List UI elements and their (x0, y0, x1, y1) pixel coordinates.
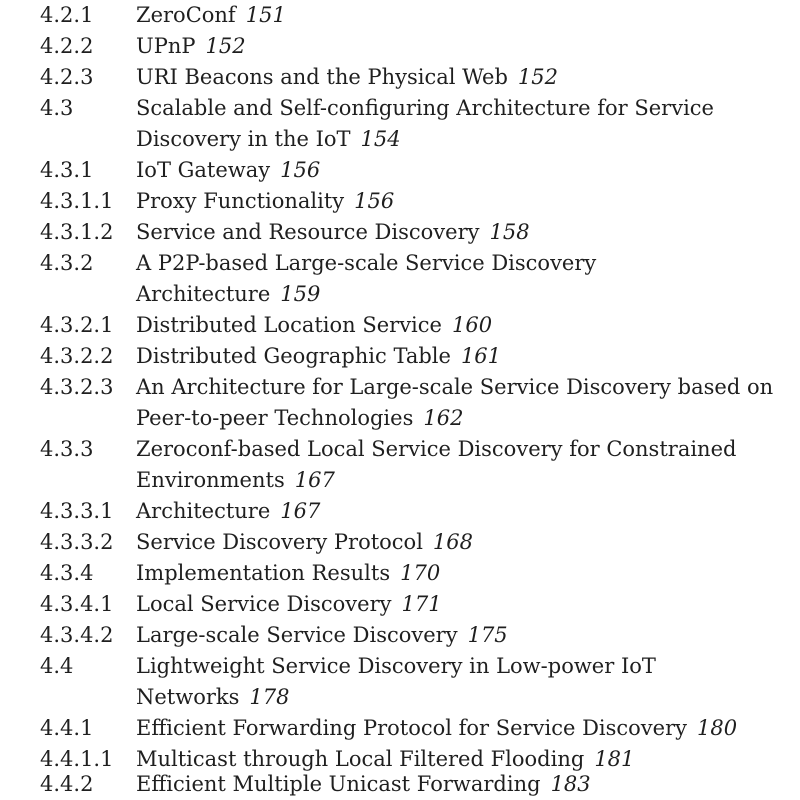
page-number: 178 (249, 685, 290, 709)
toc-entry (0, 217, 800, 248)
toc-entry-continuation (0, 465, 800, 496)
section-title-line (136, 769, 591, 800)
section-title: Architecture (136, 499, 271, 523)
section-title: IoT Gateway (136, 158, 271, 182)
section-title-line (136, 310, 492, 341)
section-title: Implementation Results (136, 561, 391, 585)
page-number: 167 (280, 499, 321, 523)
section-title: Service Discovery Protocol (136, 530, 423, 554)
page-number: 151 (245, 3, 286, 27)
section-title: Scalable and Self-configuring Architecture for Service (136, 96, 714, 120)
section-title-line (136, 93, 714, 124)
section-title-line (136, 62, 558, 93)
section-number: 4.3.1 (40, 158, 94, 182)
section-title-line (136, 527, 473, 558)
section-number: 4.2.1 (40, 3, 94, 27)
section-title: ZeroConf (136, 3, 236, 27)
page-number: 154 (360, 127, 401, 151)
page-number: 158 (489, 220, 530, 244)
section-number: 4.3.4.2 (40, 623, 114, 647)
section-number: 4.3.3 (40, 437, 94, 461)
toc-entry (0, 713, 800, 744)
section-title: Lightweight Service Discovery in Low-power IoT (136, 654, 656, 678)
toc-entry (0, 527, 800, 558)
section-title: Peer-to-peer Technologies (136, 406, 414, 430)
toc-entry (0, 248, 800, 279)
section-title: Multicast through Local Filtered Flooding (136, 747, 585, 771)
toc-entry-continuation (0, 124, 800, 155)
section-title-line (136, 279, 320, 310)
toc-entry (0, 0, 800, 31)
section-title: A P2P-based Large-scale Service Discovery (136, 251, 597, 275)
section-title-line (136, 434, 736, 465)
section-title-line (136, 465, 335, 496)
section-title-line (136, 341, 501, 372)
section-title-line (136, 186, 394, 217)
section-title-line (136, 682, 290, 713)
page-number: 160 (451, 313, 493, 337)
section-number: 4.3.1.2 (40, 220, 114, 244)
page-number: 170 (400, 561, 441, 585)
section-title: Distributed Location Service (136, 313, 442, 337)
toc-entry (0, 93, 800, 124)
section-title: Large-scale Service Discovery (136, 623, 458, 647)
section-title: UPnP (136, 34, 196, 58)
section-number: 4.3.3.1 (40, 499, 114, 523)
section-title-line (136, 124, 401, 155)
section-number: 4.3 (40, 96, 74, 120)
page-number: 168 (432, 530, 474, 554)
section-title: Zeroconf-based Local Service Discovery for Constrained (136, 437, 737, 461)
page-number: 156 (280, 158, 321, 182)
toc-entry (0, 62, 800, 93)
section-title: An Architecture for Large-scale Service Discovery based on (136, 375, 774, 399)
section-title-line (136, 558, 440, 589)
section-title: Architecture (136, 282, 271, 306)
section-title-line (136, 403, 463, 434)
toc-entry-continuation (0, 279, 800, 310)
section-number: 4.4.1 (40, 716, 94, 740)
section-title: Distributed Geographic Table (136, 344, 451, 368)
section-title: URI Beacons and the Physical Web (136, 65, 508, 89)
section-title: Efficient Multiple Unicast Forwarding (136, 772, 541, 796)
section-number: 4.4 (40, 654, 74, 678)
toc-entry (0, 558, 800, 589)
section-title-line (136, 589, 442, 620)
toc-entry (0, 589, 800, 620)
toc-entry (0, 620, 800, 651)
section-title: Local Service Discovery (136, 592, 392, 616)
section-title-line (136, 31, 246, 62)
page-number: 156 (354, 189, 395, 213)
section-title-line (136, 155, 320, 186)
section-title: Efficient Forwarding Protocol for Service Discovery (136, 716, 687, 740)
toc-entry (0, 341, 800, 372)
toc-entry-continuation (0, 682, 800, 713)
page-number: 181 (594, 747, 635, 771)
page-number: 161 (460, 344, 502, 368)
section-title-line (136, 248, 596, 279)
toc-entry (0, 186, 800, 217)
section-title: Discovery in the IoT (136, 127, 351, 151)
section-number: 4.3.4.1 (40, 592, 114, 616)
toc-entry (0, 155, 800, 186)
page-number: 152 (517, 65, 558, 89)
section-number: 4.4.1.1 (40, 747, 114, 771)
section-title-line (136, 620, 508, 651)
section-number: 4.3.2 (40, 251, 94, 275)
section-title: Networks (136, 685, 240, 709)
section-number: 4.3.1.1 (40, 189, 114, 213)
page-number: 183 (550, 772, 591, 796)
toc-entry (0, 310, 800, 341)
toc-entry (0, 31, 800, 62)
page-number: 180 (697, 716, 738, 740)
section-number: 4.4.2 (40, 772, 94, 796)
page-number: 167 (294, 468, 335, 492)
toc-entry-continuation (0, 403, 800, 434)
section-title-line (136, 372, 773, 403)
section-number: 4.2.2 (40, 34, 94, 58)
section-title-line (136, 217, 530, 248)
page-number: 159 (280, 282, 321, 306)
section-title-line (136, 496, 320, 527)
section-number: 4.3.2.2 (40, 344, 114, 368)
page-number: 171 (401, 592, 442, 616)
section-number: 4.3.2.3 (40, 375, 114, 399)
section-title-line (136, 0, 286, 31)
section-number: 4.3.2.1 (40, 313, 114, 337)
section-title: Environments (136, 468, 285, 492)
section-title-line (136, 651, 656, 682)
toc-entry (0, 496, 800, 527)
toc-entry (0, 769, 800, 800)
section-number: 4.3.4 (40, 561, 94, 585)
section-title-line (136, 713, 737, 744)
toc-entry (0, 372, 800, 403)
toc-entry (0, 651, 800, 682)
page-number: 152 (205, 34, 246, 58)
page-number: 162 (423, 406, 464, 430)
section-title: Service and Resource Discovery (136, 220, 480, 244)
toc-entry (0, 434, 800, 465)
section-title: Proxy Functionality (136, 189, 345, 213)
page-number: 175 (467, 623, 508, 647)
section-number: 4.3.3.2 (40, 530, 114, 554)
section-number: 4.2.3 (40, 65, 94, 89)
